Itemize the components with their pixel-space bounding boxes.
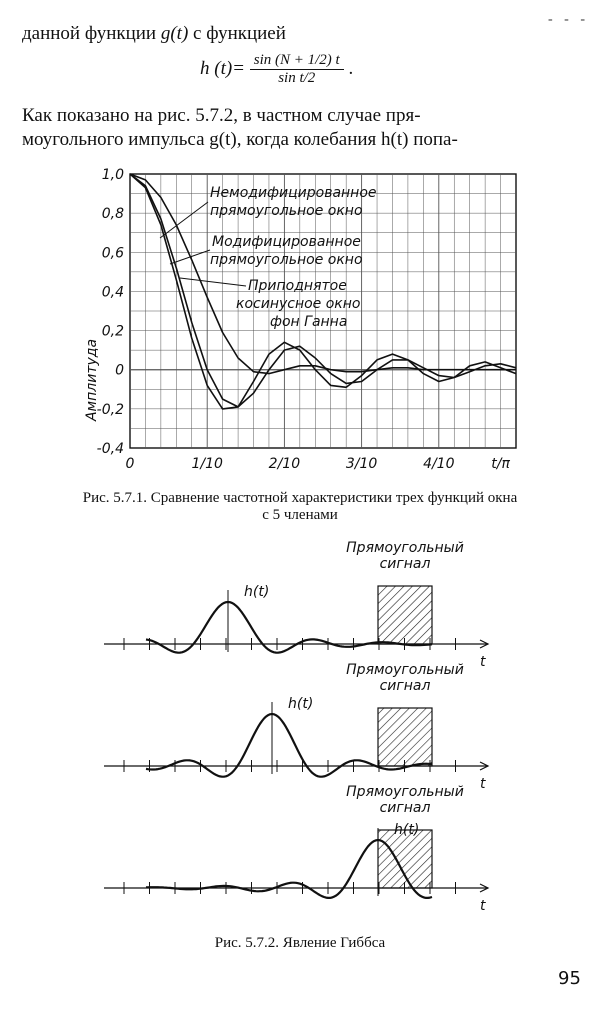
annotation-4: прямоугольное окно <box>210 252 363 268</box>
annotation-5: Приподнятое <box>248 278 347 294</box>
formula-denominator: sin t/2 <box>278 70 316 86</box>
signal-label-line-1: Прямоугольный <box>346 540 464 556</box>
gibbs-panel-1 <box>104 540 488 670</box>
y-tick-label: 0,8 <box>101 206 124 223</box>
annotation-2: прямоугольное окно <box>210 203 363 219</box>
y-tick-label: 0,2 <box>101 323 124 340</box>
gibbs-panel-2 <box>104 662 488 792</box>
x-tick-label: 2/10 <box>268 456 301 472</box>
gibbs-panels <box>104 540 488 914</box>
t-axis-label: t <box>480 776 486 792</box>
formula-end: . <box>348 57 354 79</box>
signal-label-line-1: Прямоугольный <box>346 662 464 678</box>
signal-label-line-1: Прямоугольный <box>346 784 464 800</box>
x-tick-label: 4/10 <box>423 456 455 472</box>
figure-5-7-1-chart <box>0 160 600 480</box>
figure-5-7-2-gibbs <box>0 540 600 930</box>
text-line-1 <box>22 22 286 46</box>
x-tick-label: 0 <box>125 456 135 472</box>
annotation-3: Модифицированное <box>212 234 361 250</box>
signal-label-line-2: сигнал <box>379 800 431 816</box>
text-line-1-g: g <box>160 23 171 44</box>
y-tick-label: -0,2 <box>96 401 124 418</box>
x-tick-label: 1/10 <box>191 456 223 472</box>
h-t-label: h(t) <box>394 822 420 838</box>
y-tick-label: 0,6 <box>101 245 124 262</box>
corner-marks: - - - <box>548 12 589 27</box>
formula-numerator: sin (N + 1/2) t <box>250 52 344 70</box>
text-line-1-a: данной функции <box>22 23 161 44</box>
rectangular-signal <box>378 830 432 888</box>
annotation-7: фон Ганна <box>270 314 348 330</box>
y-tick-label: 1,0 <box>101 167 124 183</box>
annotation-1: Немодифицированное <box>210 185 377 201</box>
x-tick-label: 3/10 <box>345 456 378 472</box>
formula <box>200 52 353 87</box>
formula-fraction <box>250 52 344 87</box>
y-tick-label: 0,4 <box>101 284 124 301</box>
x-tick-label: t/π <box>491 456 510 472</box>
paragraph-line-1: Как показано на рис. 5.7.2, в частном случае пря- <box>22 105 421 126</box>
y-tick-label: -0,4 <box>96 441 124 457</box>
signal-label-line-2: сигнал <box>379 678 431 694</box>
caption-line-1: Рис. 5.7.1. Сравнение частотной характеристики трех функций окна <box>82 490 518 506</box>
figure-5-7-1-caption <box>20 490 580 524</box>
page-number: 95 <box>558 968 581 989</box>
gibbs-panel-3 <box>104 784 488 914</box>
h-t-label: h(t) <box>244 584 270 600</box>
h-t-label: h(t) <box>288 696 314 712</box>
t-axis-label: t <box>480 898 486 914</box>
formula-lhs: h (t)= <box>200 57 246 79</box>
text-line-1-t: (t) <box>170 23 189 44</box>
figure-5-7-2-caption: Рис. 5.7.2. Явление Гиббса <box>214 935 386 951</box>
text-line-1-d: с функцией <box>188 23 286 44</box>
caption-line-2: с 5 членами <box>262 507 338 523</box>
paragraph-line-2: моугольного импульса g(t), когда колебания h(t) попа- <box>22 129 458 150</box>
y-tick-label: 0 <box>115 362 124 379</box>
signal-label-line-2: сигнал <box>379 556 431 572</box>
chart-annotations <box>160 185 377 330</box>
y-axis-label: Амплитуда <box>84 338 100 422</box>
rectangular-signal <box>378 586 432 644</box>
annotation-6: косинусное окно <box>236 296 361 312</box>
rectangular-signal <box>378 708 432 766</box>
t-axis-label: t <box>480 654 486 670</box>
